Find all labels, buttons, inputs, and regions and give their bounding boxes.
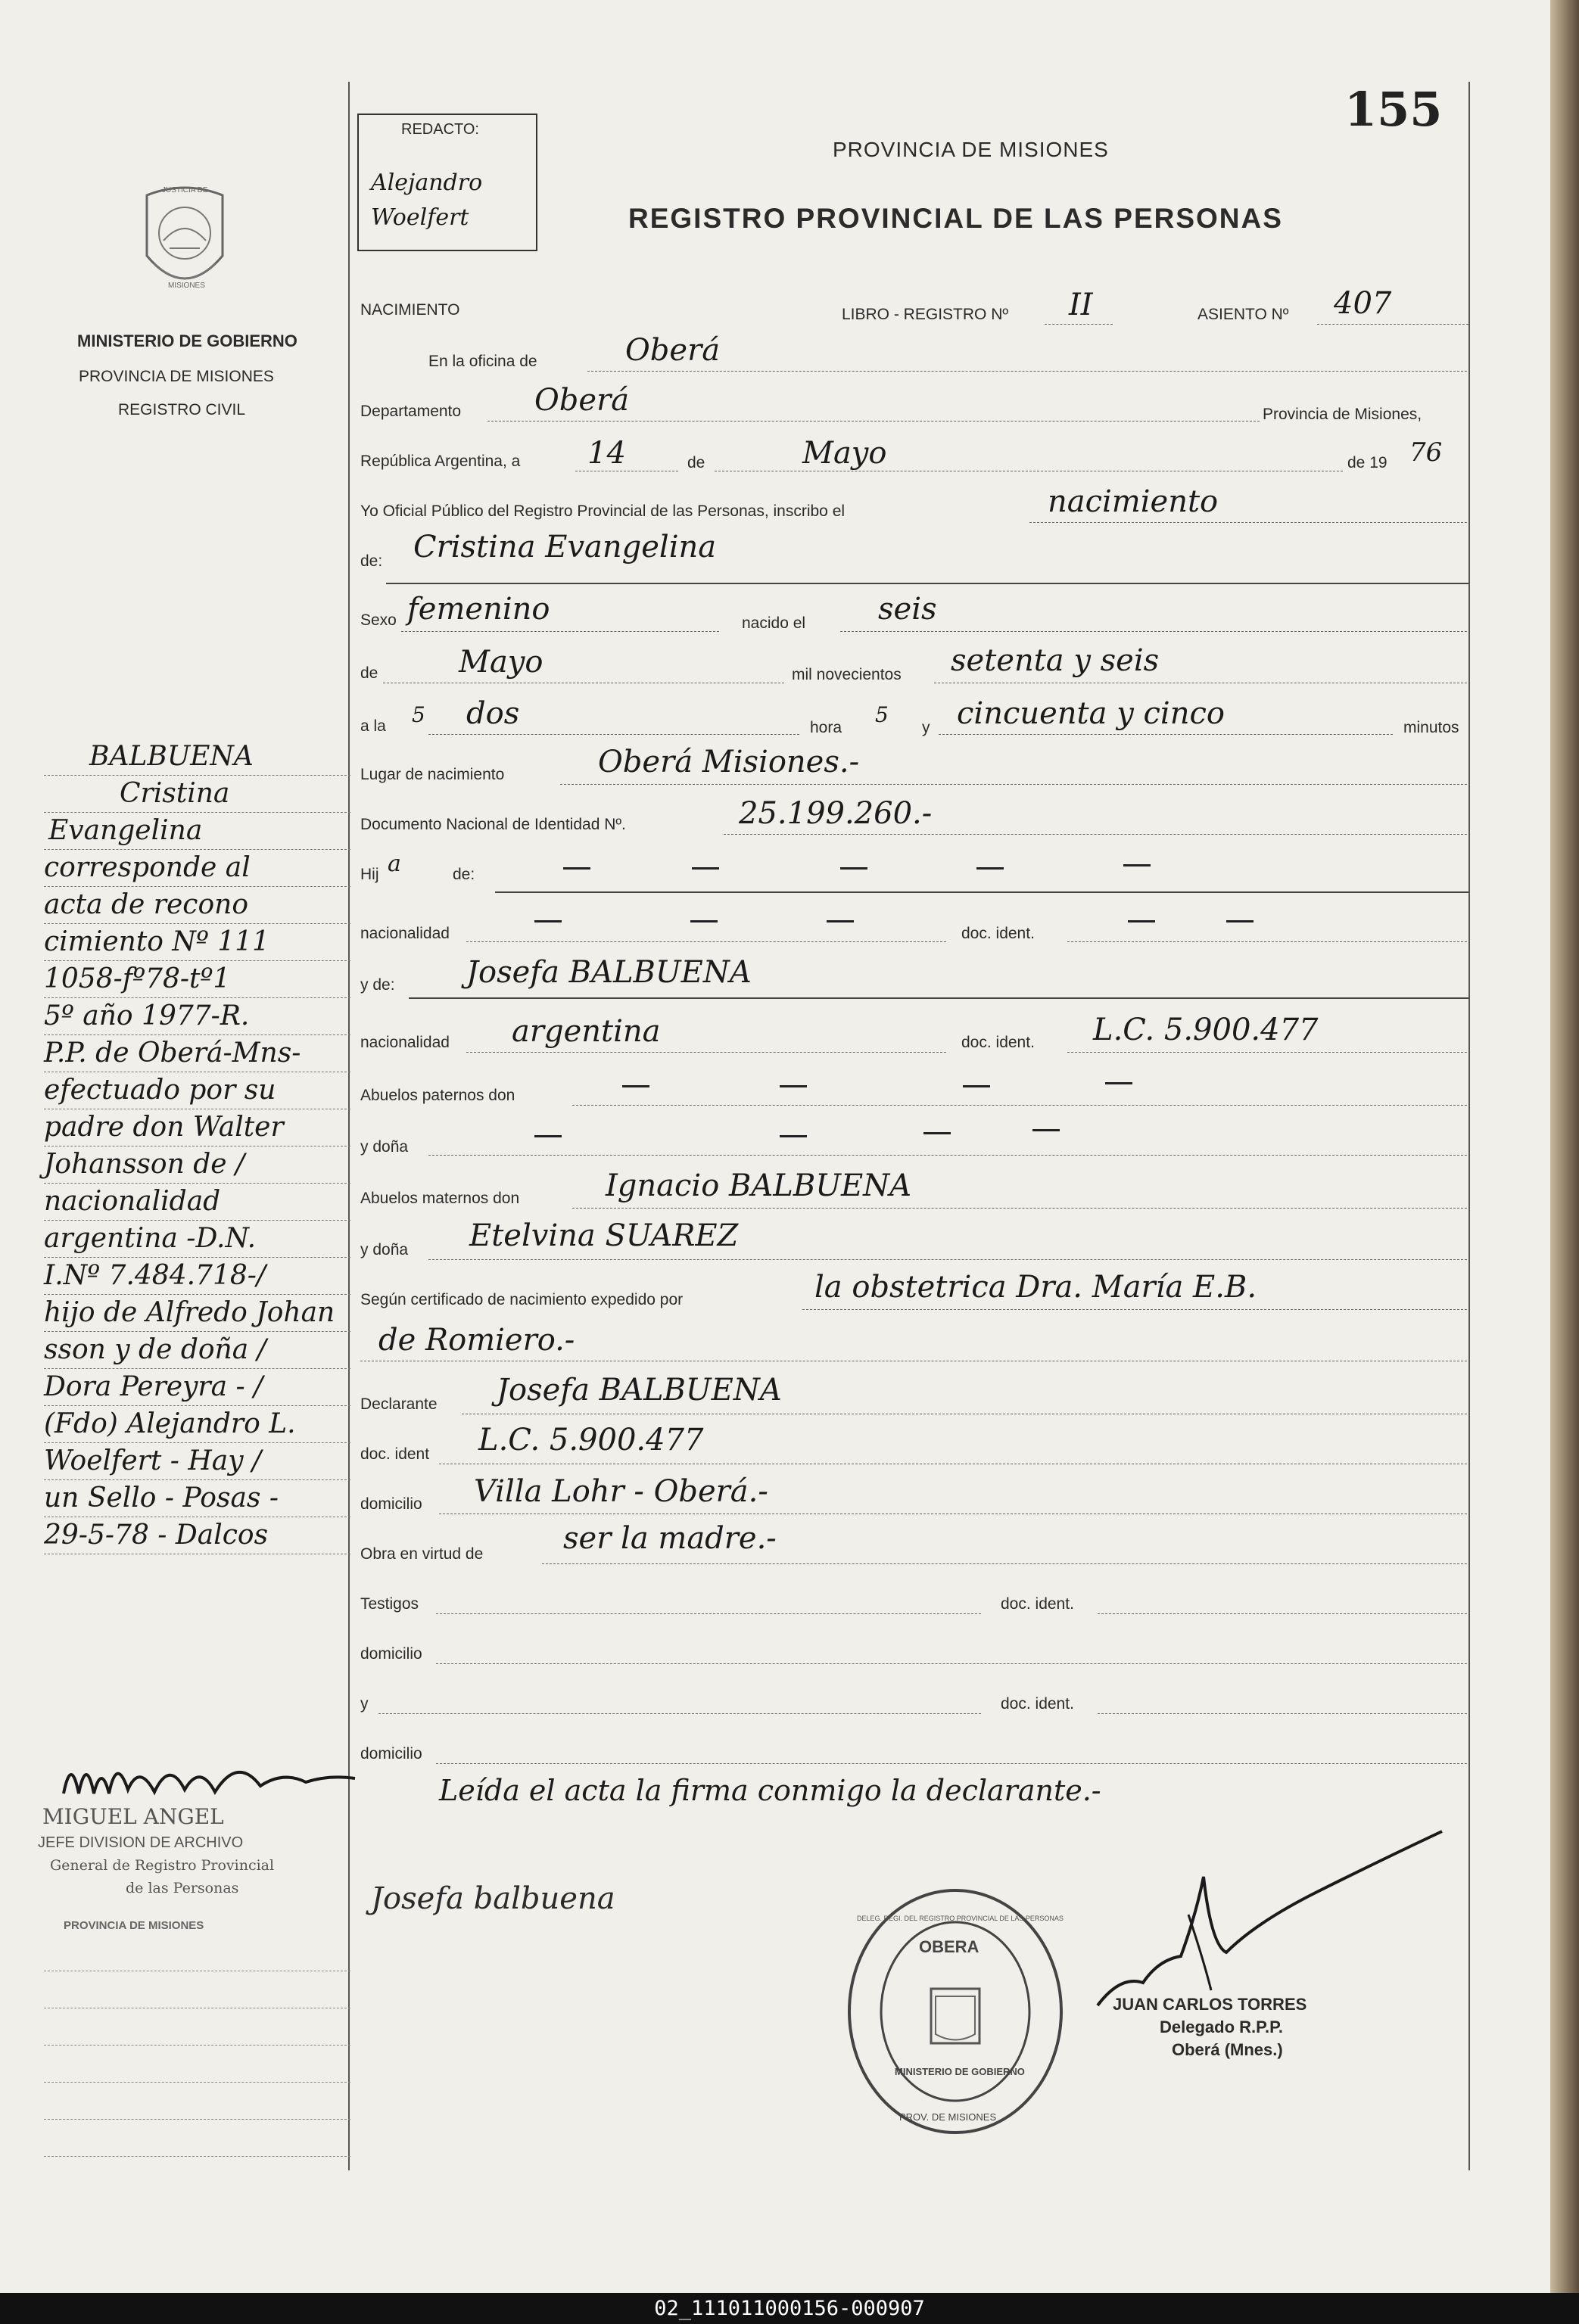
domicilio-label-3: domicilio <box>360 1745 422 1762</box>
hij-dash-4 <box>976 867 1004 870</box>
de-label: de <box>687 454 705 471</box>
hora-num: 5 <box>875 702 889 727</box>
round-stamp-bottom: PROV. DE MISIONES <box>899 2111 997 2123</box>
registry-header: REGISTRO PROVINCIAL DE LAS PERSONAS <box>628 203 1283 234</box>
minutes-value: cincuenta y cinco <box>957 696 1225 731</box>
nacionalidad-value-2: argentina <box>512 1014 661 1049</box>
doc-ident-decl-label: doc. ident <box>360 1445 430 1463</box>
archive-stamp-5: PROVINCIA DE MISIONES <box>64 1919 204 1932</box>
departamento-line <box>487 421 1260 422</box>
note-line: acta de recono <box>44 887 350 924</box>
ydona-label-2: y doña <box>360 1241 409 1258</box>
doc-ident-label-1: doc. ident. <box>961 925 1035 942</box>
mother-value: Josefa BALBUENA <box>466 955 752 990</box>
note-line: Johansson de / <box>44 1146 350 1184</box>
doc-ident-value-2: L.C. 5.900.477 <box>1093 1013 1319 1047</box>
ala-label: a la <box>360 717 386 735</box>
page-edge <box>1550 0 1579 2293</box>
republica-label: República Argentina, a <box>360 453 521 470</box>
abpat-dash-4 <box>1105 1082 1132 1084</box>
libro-label: LIBRO - REGISTRO Nº <box>842 306 1009 323</box>
right-rule <box>1468 82 1470 2170</box>
yde-label: y de: <box>360 976 395 994</box>
segun-label: Según certificado de nacimiento expedido por <box>360 1291 684 1308</box>
sexo-value: femenino <box>407 592 550 627</box>
departamento-value: Oberá <box>534 383 630 418</box>
y-label: y <box>922 719 930 736</box>
dom2-line <box>436 1663 1467 1664</box>
de2-label: de: <box>360 552 383 570</box>
seal-top-text: JUSTICIA DE <box>162 186 208 194</box>
sexo-line <box>401 631 719 632</box>
blank-line <box>44 1934 350 1971</box>
redacto-label: REDACTO: <box>401 121 479 138</box>
note-line: argentina -D.N. <box>44 1221 350 1258</box>
margin-blank-lines <box>44 1934 350 2157</box>
doc1-line <box>1067 941 1467 942</box>
domicilio-label-1: domicilio <box>360 1495 422 1513</box>
note-line: hijo de Alfredo Johan <box>44 1295 350 1332</box>
oficial-line <box>1029 522 1467 523</box>
doc-ident-label-2: doc. ident. <box>961 1034 1035 1051</box>
note-line: 29-5-78 - Dalcos <box>44 1517 350 1554</box>
note-line: sson y de doña / <box>44 1332 350 1369</box>
nac1-line <box>466 941 946 942</box>
ministry-line-3: REGISTRO CIVIL <box>118 401 246 418</box>
ydona1-dash-4 <box>1032 1129 1060 1131</box>
nacionalidad-label-2: nacionalidad <box>360 1034 450 1051</box>
round-stamp-inner: MINISTERIO DE GOBIERNO <box>895 2066 1025 2077</box>
redacto-box <box>357 114 537 251</box>
note-line: cimiento Nº 111 <box>44 924 350 961</box>
oficial-text: Yo Oficial Público del Registro Provincial de las Personas, inscribo el <box>360 502 846 520</box>
ala-value: dos <box>466 696 520 731</box>
doc-ident-label-3: doc. ident. <box>1001 1595 1074 1613</box>
redacto-name-2: Woelfert <box>371 204 469 231</box>
blank-line <box>44 2083 350 2120</box>
archive-stamp-3: General de Registro Provincial <box>50 1857 275 1874</box>
province-header: PROVINCIA DE MISIONES <box>833 138 1109 161</box>
blank-line <box>44 1971 350 2008</box>
lugar-label: Lugar de nacimiento <box>360 766 505 783</box>
testigos-label: Testigos <box>360 1595 419 1613</box>
birth-year-words: setenta y seis <box>951 643 1160 678</box>
nac2-line <box>466 1052 946 1053</box>
testigos-doc-line <box>1098 1613 1467 1614</box>
archive-signature <box>56 1748 359 1809</box>
delegate-signature <box>1090 1824 1453 2051</box>
note-line: BALBUENA <box>44 739 350 776</box>
note-line: nacionalidad <box>44 1184 350 1221</box>
note-line: Woelfert - Hay / <box>44 1443 350 1480</box>
abpat-dash-2 <box>780 1085 807 1087</box>
hij-dash-5 <box>1123 864 1151 866</box>
nac1-dash-3 <box>827 920 854 922</box>
doc1-dash-2 <box>1226 920 1254 922</box>
sexo-label: Sexo <box>360 611 397 629</box>
hij-suffix: a <box>388 851 401 877</box>
child-name-value: Cristina Evangelina <box>413 530 717 565</box>
footer-id: 02_111011000156-000907 <box>0 2293 1579 2324</box>
nac1-dash-2 <box>690 920 718 922</box>
mother-line <box>409 997 1468 999</box>
asiento-line <box>1317 324 1468 325</box>
abpat-line <box>572 1105 1467 1106</box>
documento-label: Documento Nacional de Identidad Nº. <box>360 816 626 833</box>
dom3-line <box>436 1763 1467 1764</box>
lugar-line <box>560 784 1467 785</box>
note-line: I.Nº 7.484.718-/ <box>44 1258 350 1295</box>
y2-label: y <box>360 1695 369 1713</box>
abpat-dash-3 <box>963 1085 990 1087</box>
doc-ident-decl-value: L.C. 5.900.477 <box>478 1423 704 1458</box>
note-line: 5º año 1977-R. <box>44 998 350 1035</box>
birth-month: Mayo <box>459 645 543 680</box>
hora-label: hora <box>810 719 842 736</box>
page-number: 155 <box>1344 82 1443 137</box>
round-stamp-center: OBERA <box>919 1937 979 1956</box>
archive-stamp-4: de las Personas <box>126 1880 239 1896</box>
abuelos-mat-label: Abuelos maternos don <box>360 1190 520 1207</box>
note-line: padre don Walter <box>44 1109 350 1146</box>
provincia-label: Provincia de Misiones, <box>1263 406 1422 423</box>
documento-value: 25.199.260.- <box>739 796 933 831</box>
hij-dash-2 <box>692 867 719 870</box>
y2-line <box>378 1713 981 1714</box>
nacido-label: nacido el <box>742 614 806 632</box>
oficial-value: nacimiento <box>1048 484 1219 519</box>
domicilio-value: Villa Lohr - Oberá.- <box>474 1474 768 1509</box>
lugar-value: Oberá Misiones.- <box>598 745 860 779</box>
abuelos-pat-label: Abuelos paternos don <box>360 1087 515 1104</box>
ministry-line-2: PROVINCIA DE MISIONES <box>79 368 274 385</box>
ala-num: 5 <box>412 702 425 727</box>
note-line: 1058-fº78-tº1 <box>44 961 350 998</box>
note-line: Evangelina <box>44 813 350 850</box>
day-value: 14 <box>587 436 626 471</box>
abmat-line <box>572 1208 1467 1209</box>
oficina-line <box>587 371 1467 372</box>
delegate-name: JUAN CARLOS TORRES <box>1113 1995 1307 2014</box>
note-line: Dora Pereyra - / <box>44 1369 350 1406</box>
ydona1-dash-3 <box>923 1132 951 1134</box>
closing-text: Leída el acta la firma conmigo la declarante.- <box>439 1774 1101 1807</box>
nacionalidad-label-1: nacionalidad <box>360 925 450 942</box>
note-line: (Fdo) Alejandro L. <box>44 1406 350 1443</box>
hij-label: Hij <box>360 866 379 883</box>
ydona-label-1: y doña <box>360 1138 409 1156</box>
libro-value: II <box>1069 288 1093 322</box>
asiento-value: 407 <box>1334 286 1392 321</box>
ydona1-line <box>428 1155 1467 1156</box>
month-value: Mayo <box>802 436 887 471</box>
testigos-line <box>436 1613 981 1614</box>
delegate-title: Delegado R.P.P. <box>1160 2018 1284 2036</box>
doc2-line <box>1067 1052 1467 1053</box>
nacido-value: seis <box>878 592 937 627</box>
blank-line <box>44 2120 350 2157</box>
mil-label: mil novecientos <box>792 666 902 683</box>
hij-de-label: de: <box>453 866 475 883</box>
hij-line <box>495 891 1468 893</box>
asiento-label: ASIENTO Nº <box>1197 306 1289 323</box>
nacimiento-label: NACIMIENTO <box>360 301 460 319</box>
de3-label: de <box>360 664 378 682</box>
segun-value-2: de Romiero.- <box>378 1323 575 1358</box>
note-line: Cristina <box>44 776 350 813</box>
libro-line <box>1045 324 1113 325</box>
minutos-label: minutos <box>1403 719 1459 736</box>
note-line: efectuado por su <box>44 1072 350 1109</box>
round-stamp-outer: DELEG. REGI. DEL REGISTRO PROVINCIAL DE LAS PERSONAS <box>857 1915 1064 1922</box>
declarante-label: Declarante <box>360 1395 438 1413</box>
note-line: P.P. de Oberá-Mns- <box>44 1035 350 1072</box>
obra-label: Obra en virtud de <box>360 1545 484 1563</box>
delegate-place: Oberá (Mnes.) <box>1172 2040 1283 2059</box>
archive-stamp-1: MIGUEL ANGEL <box>42 1804 224 1829</box>
year-value: 76 <box>1409 437 1443 468</box>
seal-bottom-text: MISIONES <box>168 282 205 290</box>
note-line: un Sello - Posas - <box>44 1480 350 1517</box>
departamento-label: Departamento <box>360 403 462 420</box>
minutes-line <box>939 734 1393 735</box>
ydona1-dash-1 <box>534 1135 562 1137</box>
y2-doc-line <box>1098 1713 1467 1714</box>
nacido-line <box>840 631 1467 632</box>
declarant-signature: Josefa balbuena <box>371 1881 615 1916</box>
archive-stamp-2: JEFE DIVISION DE ARCHIVO <box>38 1834 244 1851</box>
segun-line <box>802 1309 1467 1310</box>
ydona1-dash-2 <box>780 1135 807 1137</box>
note-line: corresponde al <box>44 850 350 887</box>
name-line <box>386 583 1468 584</box>
blank-line <box>44 2008 350 2046</box>
nac1-dash-1 <box>534 920 562 922</box>
abpat-dash-1 <box>622 1085 649 1087</box>
obra-value: ser la madre.- <box>563 1521 777 1556</box>
domicilio-label-2: domicilio <box>360 1645 422 1663</box>
marginal-note <box>44 739 350 1554</box>
hij-dash-3 <box>840 867 867 870</box>
abuela-mat-value: Etelvina SUAREZ <box>469 1218 739 1253</box>
oficina-value: Oberá <box>625 333 721 368</box>
doc-ident-label-4: doc. ident. <box>1001 1695 1074 1713</box>
oficina-label: En la oficina de <box>428 353 537 370</box>
abuelo-mat-value: Ignacio BALBUENA <box>606 1168 912 1203</box>
documento-line <box>724 834 1467 835</box>
blank-line <box>44 2046 350 2083</box>
hij-dash-1 <box>563 867 590 870</box>
ministry-line-1: MINISTERIO DE GOBIERNO <box>77 331 297 350</box>
year-label: de 19 <box>1347 454 1387 471</box>
redacto-name-1: Alejandro <box>371 170 483 196</box>
declarante-value: Josefa BALBUENA <box>497 1373 782 1408</box>
ala-line <box>428 734 799 735</box>
doc1-dash-1 <box>1128 920 1155 922</box>
obra-line <box>542 1563 1467 1564</box>
ydona2-line <box>428 1259 1467 1260</box>
segun-value: la obstetrica Dra. María E.B. <box>814 1270 1257 1305</box>
